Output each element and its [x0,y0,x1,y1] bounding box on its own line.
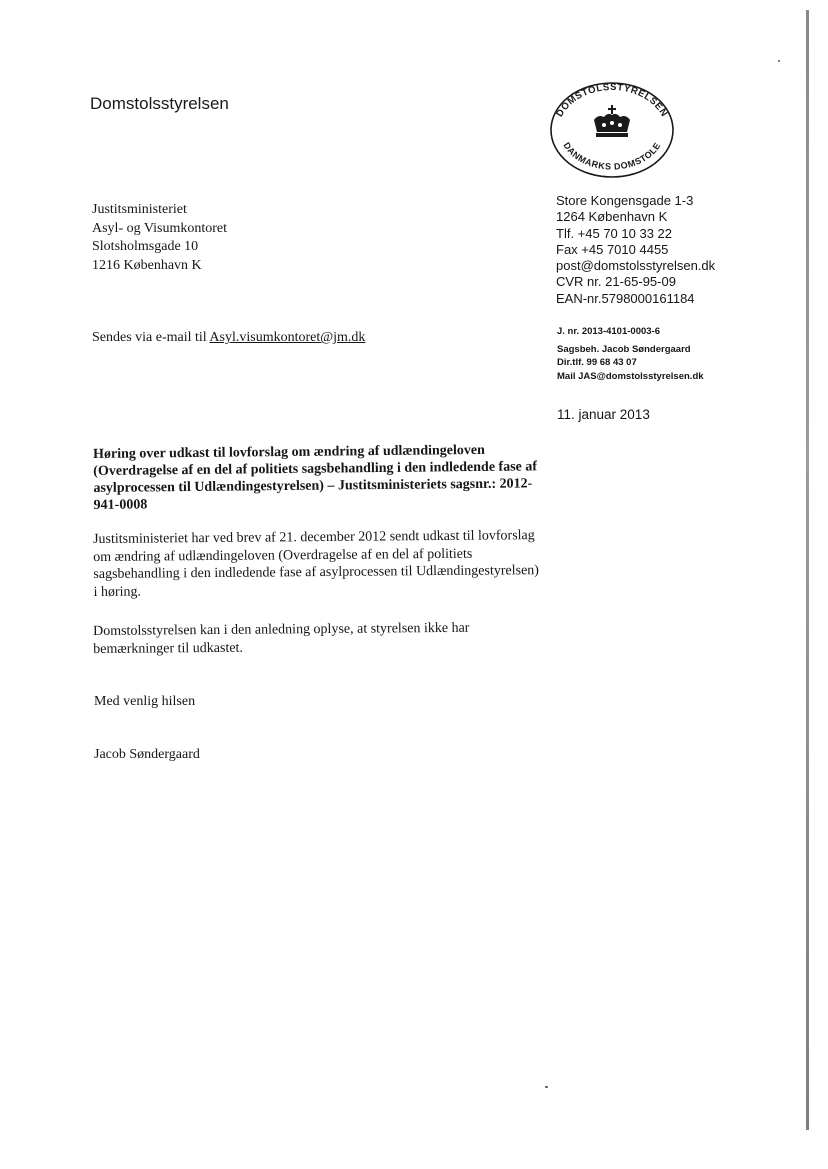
sender-line: Tlf. +45 70 10 33 22 [556,225,673,241]
sender-line: 1264 København K [556,209,668,225]
case-handler: Sagsbeh. Jacob Søndergaard [557,343,691,355]
handler-mail: Mail JAS@domstolsstyrelsen.dk [557,370,704,382]
journal-number: J. nr. 2013-4101-0003-6 [557,326,660,337]
closing-greeting: Med venlig hilsen [94,694,196,709]
recipient-line: Slotsholmsgade 10 [92,239,199,254]
sender-contact-block [556,193,715,307]
recipient-line: Justitsministeriet [92,202,187,217]
delivery-prefix: Sendes via e-mail til [92,330,210,345]
delivery-note [92,330,365,346]
domstolsstyrelsen-seal-logo [548,80,676,180]
scan-speck [778,60,780,62]
sender-line: Store Kongensgade 1-3 [556,193,694,208]
sender-email: post@domstolsstyrelsen.dk [556,258,716,274]
organization-name: Domstolsstyrelsen [90,94,229,113]
scan-speck [545,1086,548,1088]
recipient-line: Asyl- og Visumkontoret [92,220,228,236]
sender-line: CVR nr. 21-65-95-09 [556,274,676,290]
delivery-email-link[interactable]: Asyl.visumkontoret@jm.dk [209,330,366,345]
recipient-line: 1216 København K [92,257,202,273]
body-paragraph: Domstolsstyrelsen kan i den anledning oplyse, at styrelsen ikke har bemærkninger til udkastet. [93,620,470,657]
sender-line: Fax +45 7010 4455 [556,241,669,257]
seal-bottom-text: DANMARKS DOMSTOLE [561,140,663,172]
letter-date: 11. januar 2013 [557,407,650,422]
scan-edge [806,10,809,1130]
case-info [557,325,704,383]
sender-line: EAN-nr.5798000161184 [556,290,695,306]
recipient-address [92,201,227,275]
svg-text:DANMARKS DOMSTOLE [561,141,662,172]
letter-subject: Høring over udkast til lovforslag om ændring af udlændingeloven (Overdragelse af en del af politiets sagsbehandling i den indledende fase af asylprocessen til Udlændingestyrelsen) – Justitsministeriets sagsnr.: 2012-941-0008 [93,442,538,513]
body-paragraph: Justitsministeriet har ved brev af 21. december 2012 sendt udkast til lovforslag om ændring af udlændingeloven (Overdragelse af en del af politiets sagsbehandling i den indledende fase af asylprocessen til Udlændingestyrelsen) i høring. [93,528,539,600]
signature-name: Jacob Søndergaard [94,747,200,762]
seal-top-text: DOMSTOLSSTYRELSEN [554,81,670,119]
direct-phone: Dir.tlf. 99 68 43 07 [557,357,637,368]
